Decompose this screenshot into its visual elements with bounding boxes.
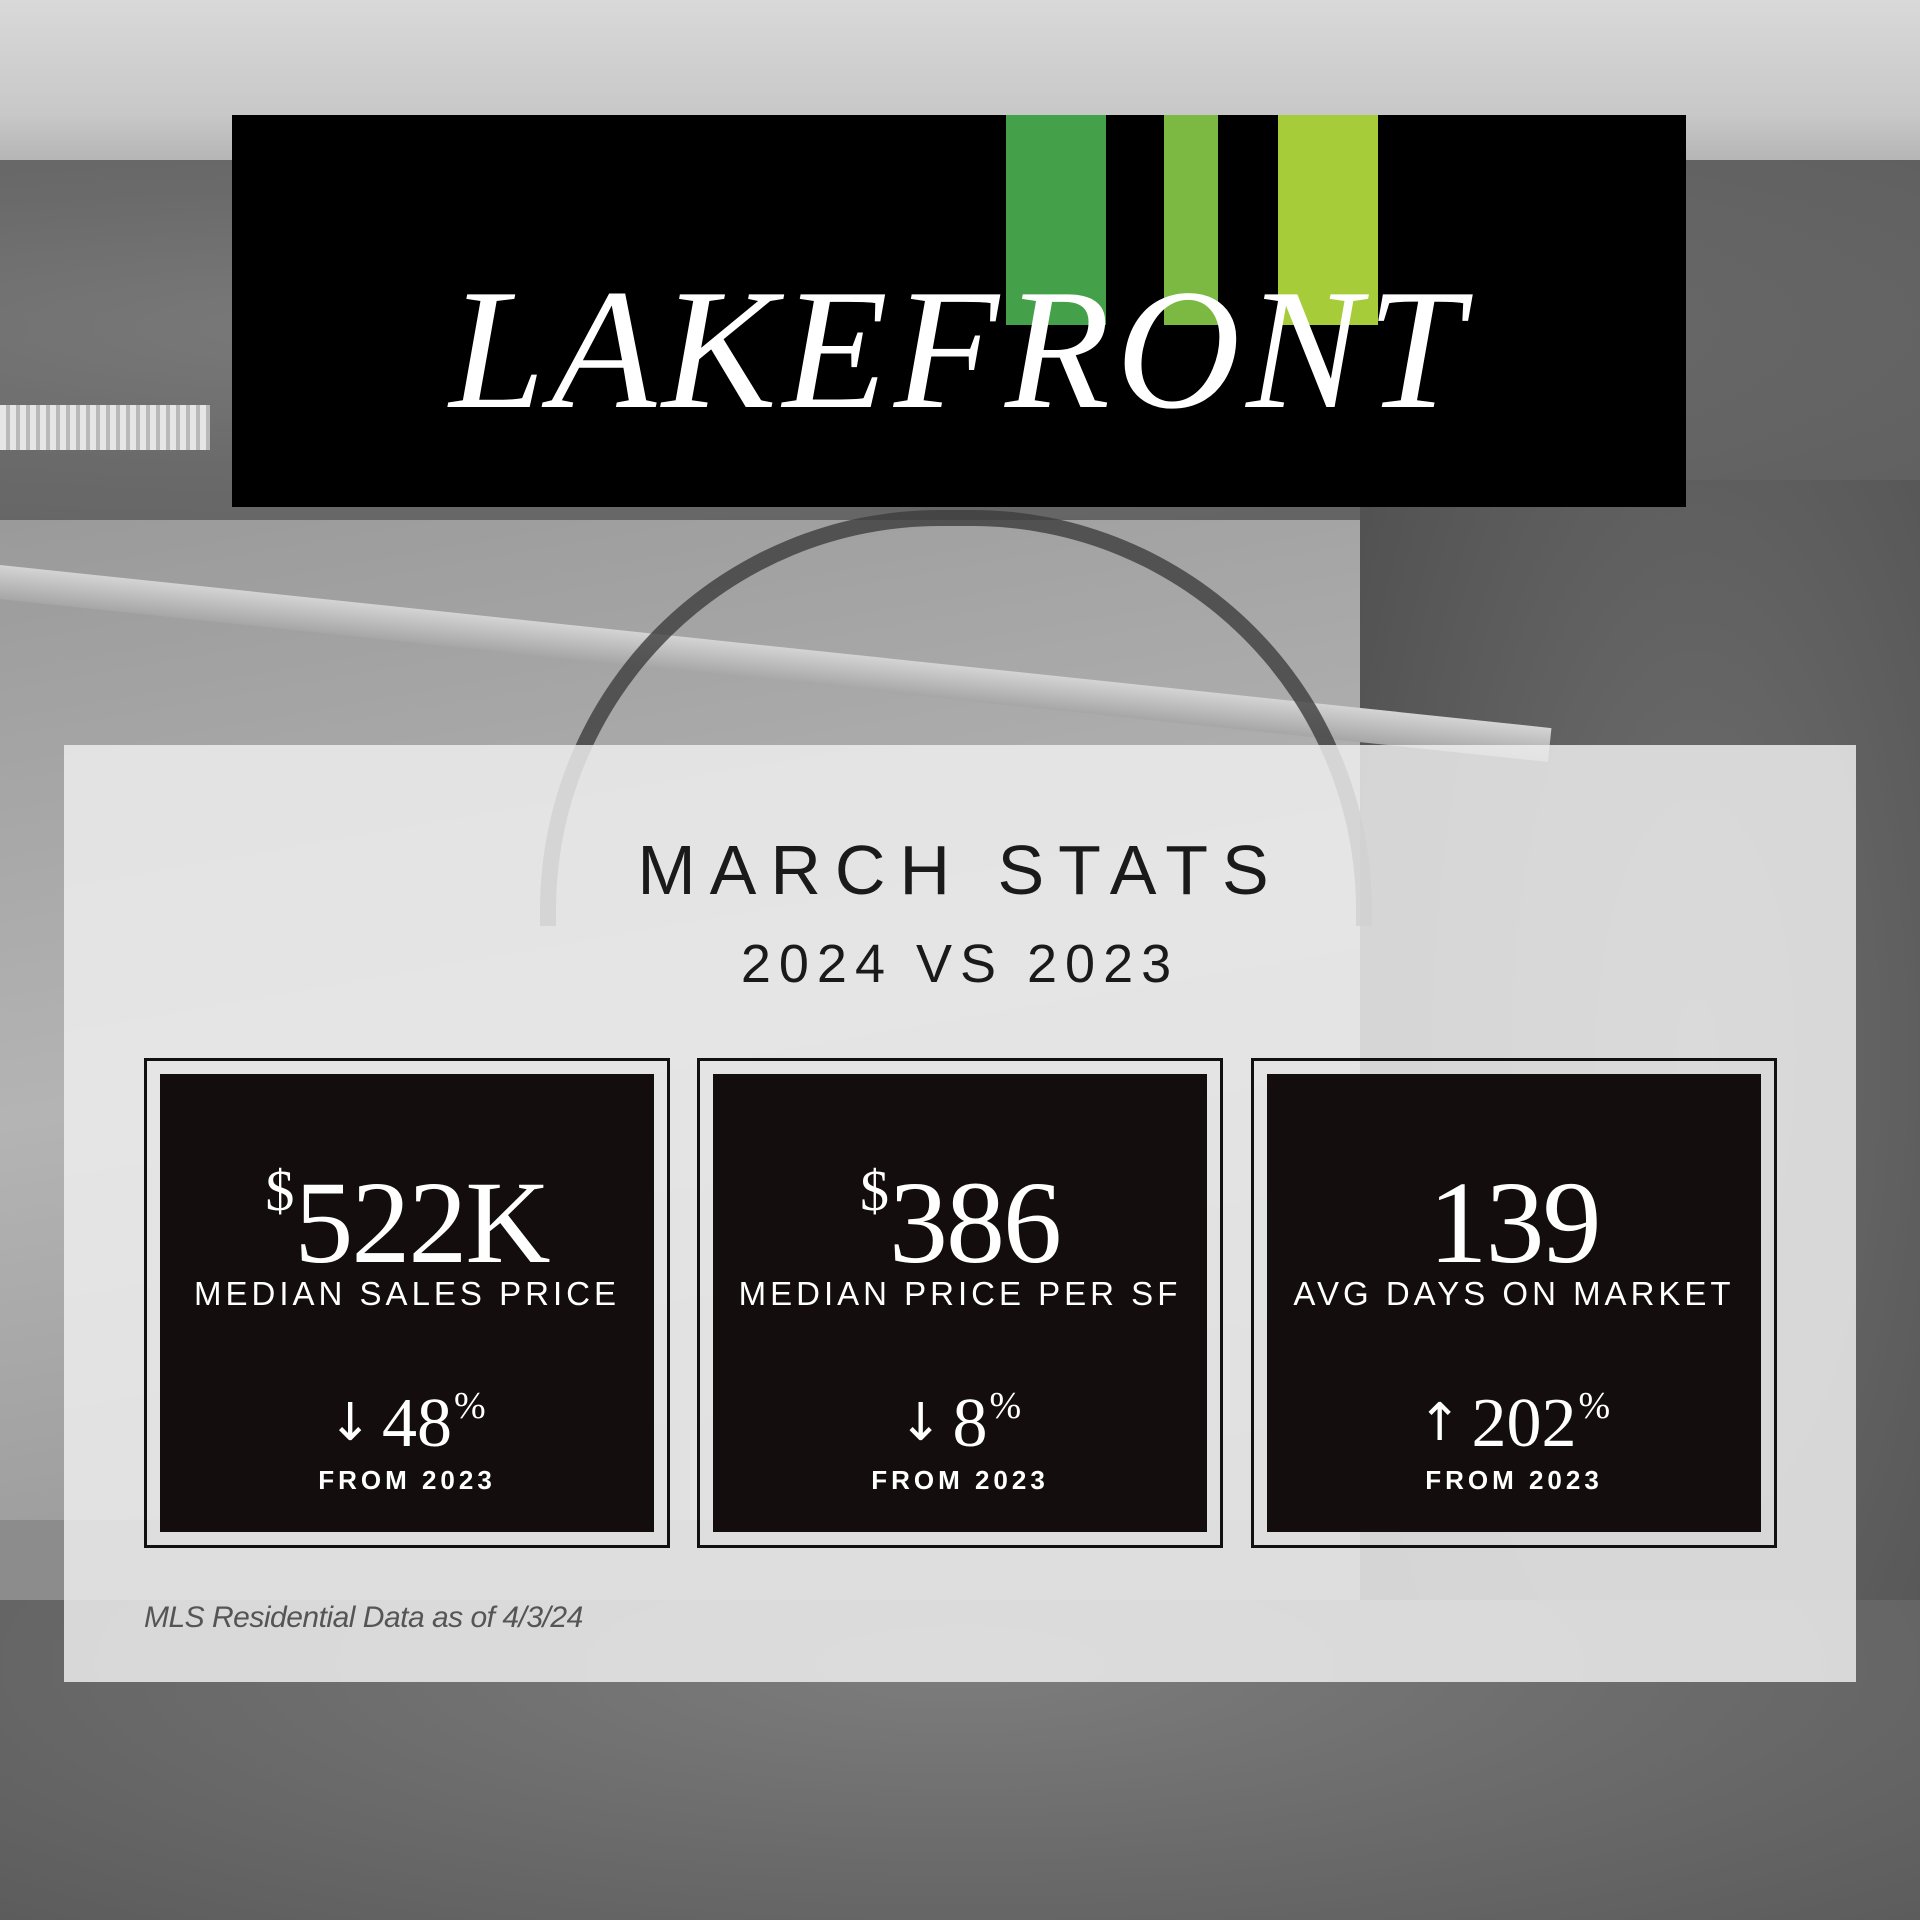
stat-label: MEDIAN SALES PRICE <box>194 1275 620 1312</box>
stat-card-avg-days-on-market <box>1251 1058 1777 1548</box>
arrow-down-icon: ↓ <box>898 1393 943 1453</box>
stat-label: AVG DAYS ON MARKET <box>1293 1275 1735 1312</box>
arrow-down-icon: ↓ <box>328 1393 372 1453</box>
page-title: LAKEFRONT <box>449 255 1469 445</box>
stat-change: ↓ 8% <box>898 1385 1022 1462</box>
stat-comparison: FROM 2023 <box>871 1465 1049 1495</box>
stats-heading: MARCH STATS <box>637 831 1283 909</box>
stat-value: $386 <box>860 1157 1060 1288</box>
stat-comparison: FROM 2023 <box>1425 1465 1603 1495</box>
stats-subheading: 2024 VS 2023 <box>740 934 1180 994</box>
stat-comparison: FROM 2023 <box>318 1465 496 1495</box>
stat-label: MEDIAN PRICE PER SF <box>738 1275 1182 1312</box>
currency-symbol: $ <box>265 1158 295 1223</box>
stat-change: ↑ 202% <box>1417 1385 1611 1462</box>
stat-value: $522K <box>265 1157 549 1288</box>
data-source-footnote: MLS Residential Data as of 4/3/24 <box>144 1601 583 1634</box>
stat-change: ↓ 48% <box>328 1385 486 1462</box>
currency-symbol: $ <box>860 1158 889 1223</box>
stat-card-median-sales-price <box>144 1058 670 1548</box>
stat-card-median-price-per-sf <box>697 1058 1223 1548</box>
arrow-up-icon: ↑ <box>1417 1393 1462 1453</box>
stat-value: 139 <box>1428 1157 1600 1288</box>
background-building <box>0 405 210 450</box>
